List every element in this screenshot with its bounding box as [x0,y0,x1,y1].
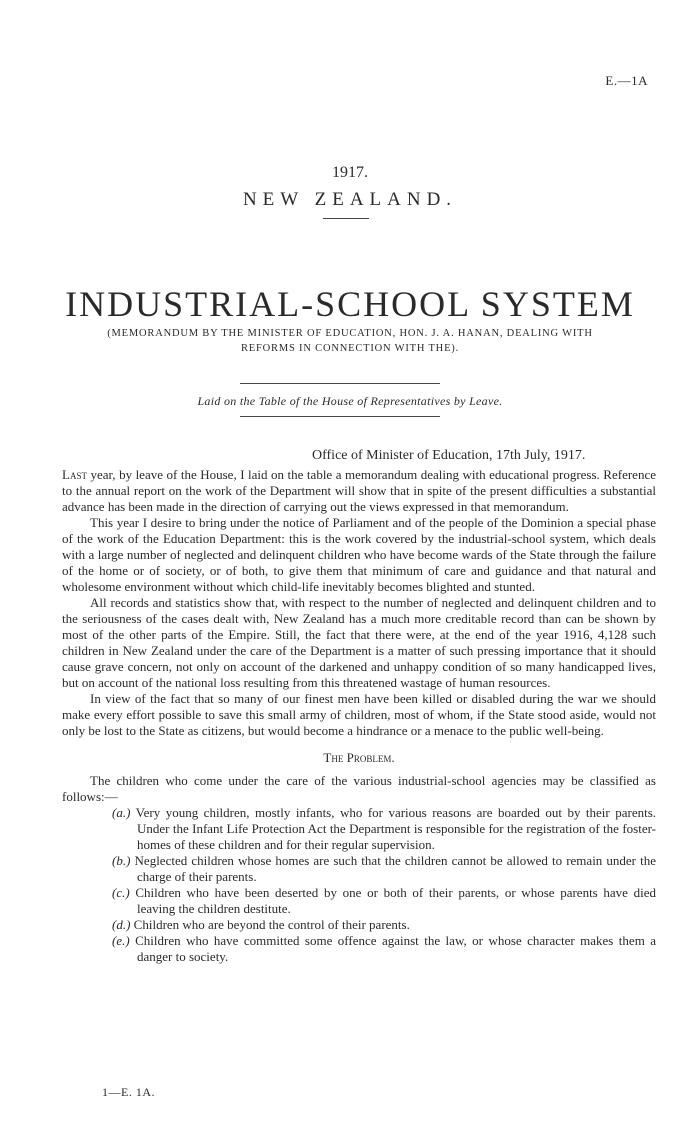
laid-on-table-note: Laid on the Table of the House of Representatives by Leave. [197,394,503,408]
dateline: Office of Minister of Education, 17th July, 1917. [312,448,586,463]
divider [240,416,440,417]
list-item-label: (a.) [112,805,131,820]
list-item-text: Children who have committed some offence against the law, or whose character makes them a danger to society. [135,933,657,964]
section-heading: The Problem. [323,750,395,765]
list-item-label: (d.) [112,917,131,932]
page-footer: 1—E. 1A. [102,1085,155,1099]
list-item-label: (b.) [112,853,131,868]
list-item-label: (e.) [112,933,130,948]
list-item-text: Children who have been deserted by one or both of their parents, or whose parents have died leaving the children destitute. [135,885,656,916]
paragraph: This year I desire to bring under the notice of Parliament and of the people of the Dominion a special phase of the work of the Education Department: this is the work covered by the industrial-school system, which deals with a large number of neglected and delinquent children who have become wards of the State through the failure of the home or of society, or of both, to give them that minimum of care and guidance and that natural and wholesome environment without which child-life inevitably becomes blighted and stunted. [62,515,656,594]
list-item [0,885,656,917]
list-item [0,853,656,885]
classification-list [62,805,656,965]
paragraph-text: year, by leave of the House, I laid on the table a memorandum dealing with educational progress. Reference to the annual report on the work of the Department will show that in spite of the present difficulties a substantial advance has been made in the direction of carrying out the views expressed in that memorandum. [62,467,656,514]
paragraph: The children who come under the care of the various industrial-school agencies may be classified as follows:— [62,773,656,804]
page-subtitle: (MEMORANDUM BY THE MINISTER OF EDUCATION, HON. J. A. HANAN, DEALING WITH REFORMS IN CONNECTION WITH THE). [107,328,593,354]
memorandum-body [62,467,656,965]
list-item-text: Very young children, mostly infants, who for various reasons are boarded out by their parents. Under the Infant Life Protection Act the Department is responsible for the registration of the foster-homes of these children and for their regular supervision. [135,805,657,852]
page-title: INDUSTRIAL-SCHOOL SYSTEM [65,284,635,324]
list-item-text: Neglected children whose homes are such that the children cannot be allowed to remain under the charge of their parents. [134,853,656,884]
list-item [0,805,656,853]
document-reference: E.—1A [605,73,648,88]
list-item [0,933,656,965]
divider [240,383,440,384]
paragraph: In view of the fact that so many of our finest men have been killed or disabled during the war we should make every effort possible to save this small army of children, most of whom, if the State stood aside, would not only be lost to the State as citizens, but would become a hindrance or a menace to the public well-being. [62,691,656,738]
paragraph [62,467,656,515]
paragraph-lead: Last [62,467,87,482]
list-item-label: (c.) [112,885,130,900]
divider [323,218,369,219]
list-item [0,917,656,933]
paragraph: All records and statistics show that, with respect to the number of neglected and delinquent children and to the seriousness of the cases dealt with, New Zealand has a much more creditable record than can be shown by most of the other parts of the Empire. Still, the fact that there were, at the end of the year 1916, 4,128 such children in New Zealand under the care of the Department is a matter of such pressing importance that it should cause grave concern, not only on account of the darkened and unhappy condition of so many handicapped lives, but on account of the national loss resulting from this threatened wastage of human resources. [62,595,656,690]
list-item-text: Children who are beyond the control of their parents. [133,917,410,932]
document-year: 1917. [332,164,368,181]
country-heading: NEW ZEALAND. [242,189,458,210]
